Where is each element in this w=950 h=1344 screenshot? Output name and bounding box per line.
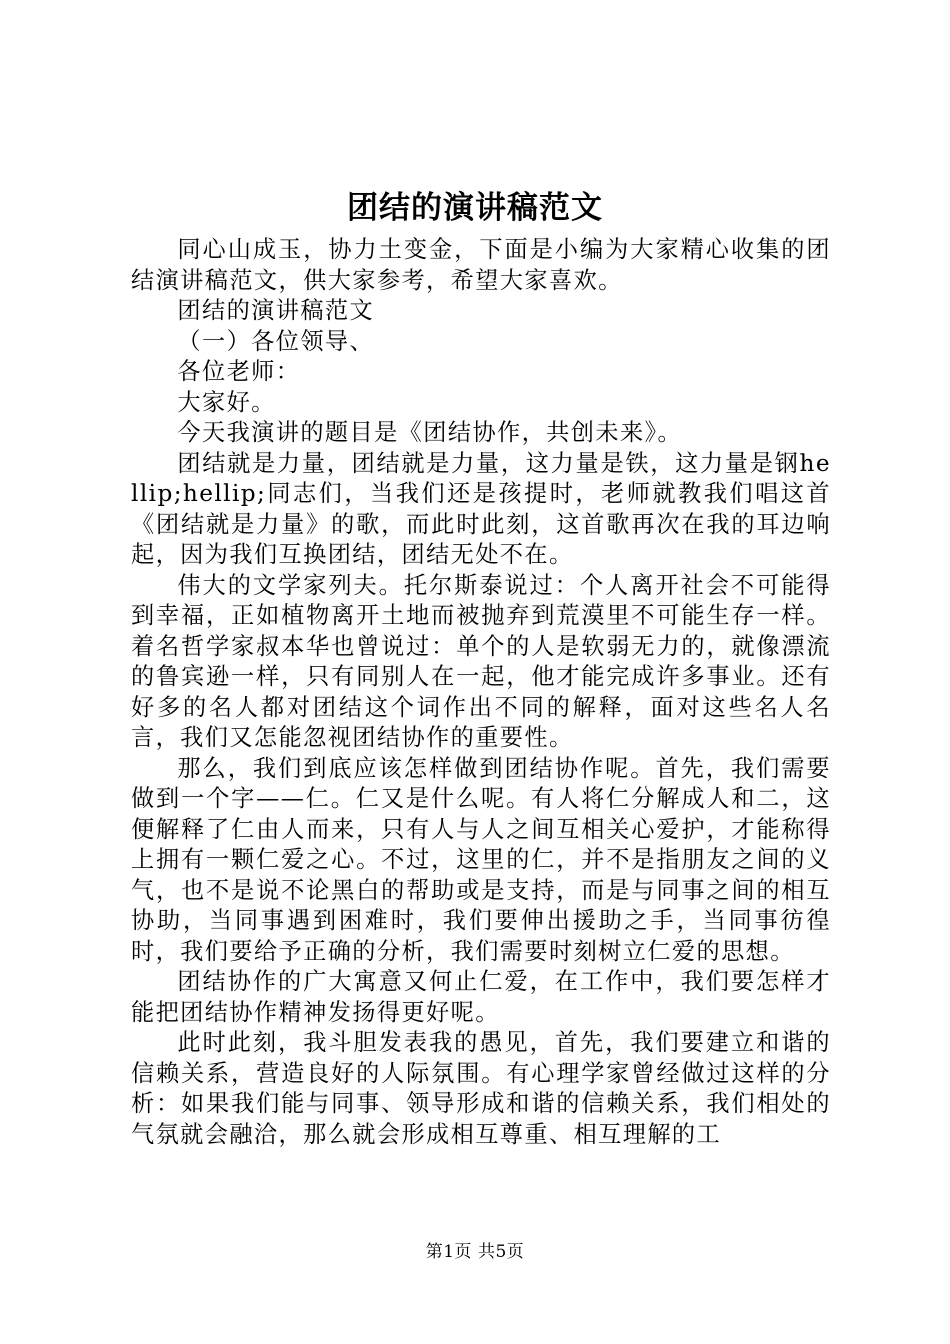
paragraph-benevolence: 那么，我们到底应该怎样做到团结协作呢。首先，我们需要做到一个字——仁。仁又是什么呢。有人将仁分解成人和二，这便解释了仁由人而来，只有人与人之间互相关心爱护，才能称得上拥有一颗仁爱之心。不过，这里的仁，并不是指朋友之间的义气，也不是说不论黑白的帮助或是支持，而是与同事之间的相互协助，当同事遇到困难时，我们要伸出援助之手，当同事彷徨时，我们要给予正确的分析，我们需要时刻树立仁爱的思想。 xyxy=(131,754,831,965)
paragraph-topic: 今天我演讲的题目是《团结协作，共创未来》。 xyxy=(177,419,683,446)
document-body xyxy=(131,235,831,1150)
paragraph-salutation-leaders: （一）各位领导、 xyxy=(177,327,375,355)
paragraph-trust-relations: 此时此刻，我斗胆发表我的愚见，首先，我们要建立和谐的信赖关系，营造良好的人际氛围。有心理学家曾经做过这样的分析：如果我们能与同事、领导形成和谐的信赖关系，我们相处的气氛就会融洽，那么就会形成相互尊重、相互理解的工 xyxy=(131,1029,831,1148)
page-number-footer: 第1页 共5页 xyxy=(425,1242,525,1262)
paragraph-salutation-teachers: 各位老师： xyxy=(177,358,301,385)
paragraph-quotes: 伟大的文学家列夫。托尔斯泰说过：个人离开社会不可能得到幸福，正如植物离开土地而被抛弃到荒漠里不可能生存一样。着名哲学家叔本华也曾说过：单个的人是软弱无力的，就像漂流的鲁宾逊一样，只有同别人在一起，他才能完成许多事业。还有好多的名人都对团结这个词作出不同的解释，面对这些名人名言，我们又怎能忽视团结协作的重要性。 xyxy=(131,571,831,751)
paragraph-subtitle: 团结的演讲稿范文 xyxy=(177,297,375,324)
paragraph-intro: 同心山成玉，协力土变金，下面是小编为大家精心收集的团结演讲稿范文，供大家参考，希望大家喜欢。 xyxy=(131,236,831,294)
paragraph-teamwork-spirit: 团结协作的广大寓意又何止仁爱，在工作中，我们要怎样才能把团结协作精神发扬得更好呢。 xyxy=(131,968,831,1026)
document-title: 团结的演讲稿范文 xyxy=(347,190,603,226)
paragraph-greeting: 大家好。 xyxy=(177,388,276,416)
paragraph-unity-strength: 团结就是力量，团结就是力量，这力量是铁，这力量是钢hellip;hellip;同志们，当我们还是孩提时，老师就教我们唱这首《团结就是力量》的歌，而此时此刻，这首歌再次在我的耳边响起，因为我们互换团结，团结无处不在。 xyxy=(131,449,831,568)
